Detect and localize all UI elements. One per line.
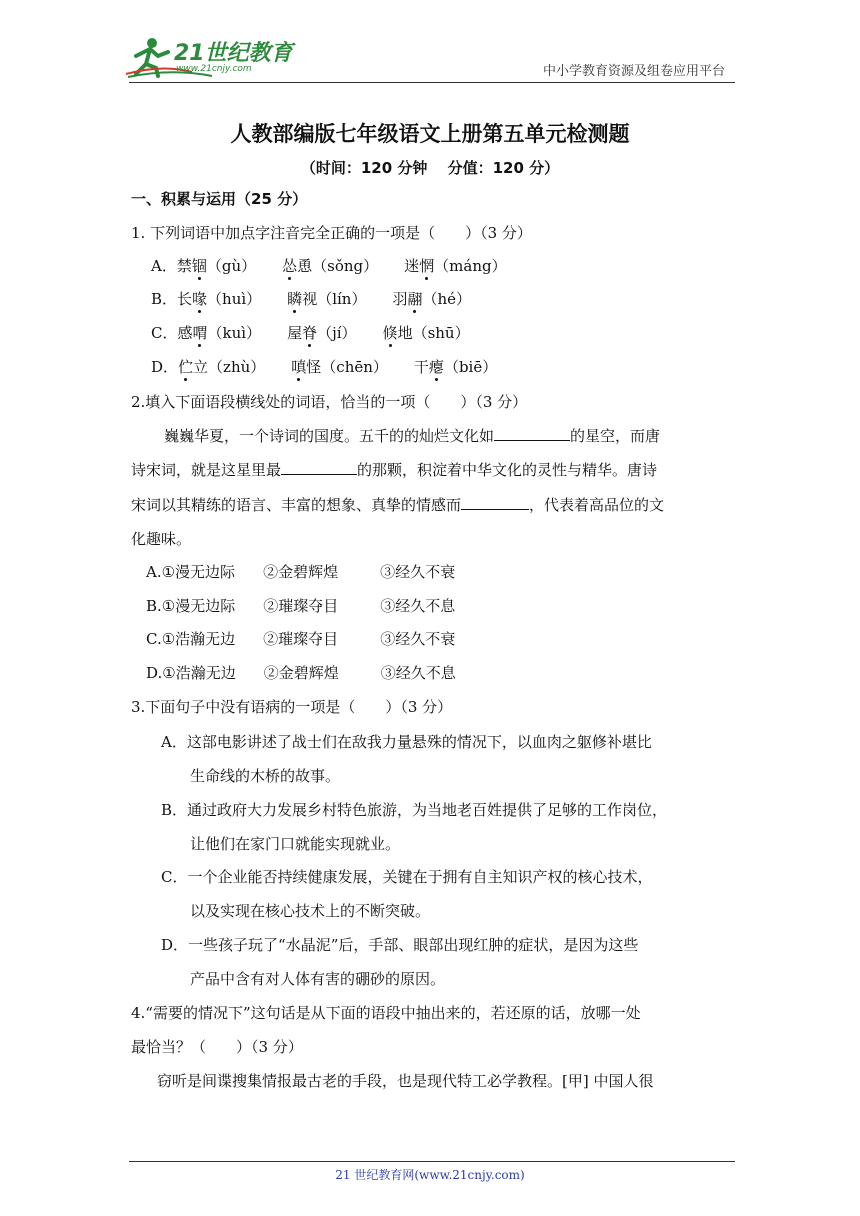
question-3-stem: 3.下面句子中没有语病的一项是（ ）（3 分） <box>131 698 453 716</box>
q3-option-d-line-1: D．一些孩子玩了“水晶泥”后，手部、眼部出现红肿的症状，是因为这些 <box>161 936 639 954</box>
q3-option-c-line-1: C．一个企业能否持续健康发展，关键在于拥有自主知识产权的核心技术， <box>161 868 653 886</box>
question-4-stem-line-1: 4.“需要的情况下”这句话是从下面的语段中抽出来的，若还原的话，放哪一处 <box>131 1004 641 1022</box>
q2-passage-line-1: 巍巍华夏，一个诗词的国度。五千的的灿烂文化如 的星空，而唐 <box>164 427 661 445</box>
q1-option-d: D．伫立（zhù） 嗔怪（chēn） 干瘪（biē） <box>151 358 498 376</box>
logo-text: 21世纪教育 <box>174 41 293 66</box>
question-2-stem: 2.填入下面语段横线处的词语，恰当的一项（ ）（3 分） <box>131 393 528 411</box>
question-1-stem: 1. 下列词语中加点字注音完全正确的一项是（ ）（3 分） <box>131 224 532 242</box>
q1-option-a: A．禁锢（gù） 怂恿（sǒng） 迷惘（máng） <box>151 257 507 275</box>
question-4-stem-line-2: 最恰当？（ ）（3 分） <box>131 1038 303 1056</box>
q3-option-b-line-2: 让他们在家门口就能实现就业。 <box>190 835 401 853</box>
q2-passage-line-4: 化趣味。 <box>131 530 192 548</box>
q2-passage-line-2: 诗宋词，就是这星里最 的那颗，积淀着中华文化的灵性与精华。唐诗 <box>131 461 658 479</box>
q4-passage-line-1: 窃听是间谍搜集情报最古老的手段，也是现代特工必学教程。[甲] 中国人很 <box>157 1072 654 1090</box>
q2-blank-2 <box>281 460 357 475</box>
site-logo <box>122 34 292 80</box>
q1-option-b: B．长喙（huì） 瞵视（lín） 羽翮（hé） <box>151 290 472 308</box>
q1-option-c: C．感喟（kuì） 屋脊（jí） 倏地（shū） <box>151 324 470 342</box>
q3-option-b-line-1: B．通过政府大力发展乡村特色旅游，为当地老百姓提供了足够的工作岗位， <box>161 801 668 819</box>
q2-option-a: A.①漫无边际 ②金碧辉煌 ③经久不衰 <box>146 563 456 581</box>
q3-option-a-line-1: A．这部电影讲述了战士们在敌我力量悬殊的情况下，以血肉之躯修补堪比 <box>161 733 652 751</box>
q2-option-b: B.①漫无边际 ②璀璨夺目 ③经久不息 <box>146 597 456 615</box>
header-divider <box>129 82 735 83</box>
q2-blank-3 <box>461 495 529 510</box>
q2-option-d: D.①浩瀚无边 ②金碧辉煌 ③经久不息 <box>146 664 456 682</box>
q3-option-a-line-2: 生命线的木桥的故事。 <box>190 767 341 785</box>
page-title: 人教部编版七年级语文上册第五单元检测题 <box>230 122 630 146</box>
logo-url: www.21cnjy.com <box>176 64 252 74</box>
footer-divider <box>129 1161 735 1162</box>
q2-blank-1 <box>494 426 570 441</box>
platform-name: 中小学教育资源及组卷应用平台 <box>542 64 725 79</box>
q3-option-d-line-2: 产品中含有对人体有害的硼砂的原因。 <box>190 970 446 988</box>
q2-passage-line-3: 宋词以其精练的语言、丰富的想象、真挚的情感而 ，代表着高品位的文 <box>131 496 665 514</box>
page-subtitle: （时间：120 分钟 分值：120 分） <box>300 159 560 177</box>
q2-option-c: C.①浩瀚无边 ②璀璨夺目 ③经久不衰 <box>146 630 456 648</box>
q3-option-c-line-2: 以及实现在核心技术上的不断突破。 <box>190 902 431 920</box>
footer-link[interactable]: 21 世纪教育网(www.21cnjy.com) <box>335 1168 525 1182</box>
section-heading: 一、积累与运用（25 分） <box>131 190 308 208</box>
